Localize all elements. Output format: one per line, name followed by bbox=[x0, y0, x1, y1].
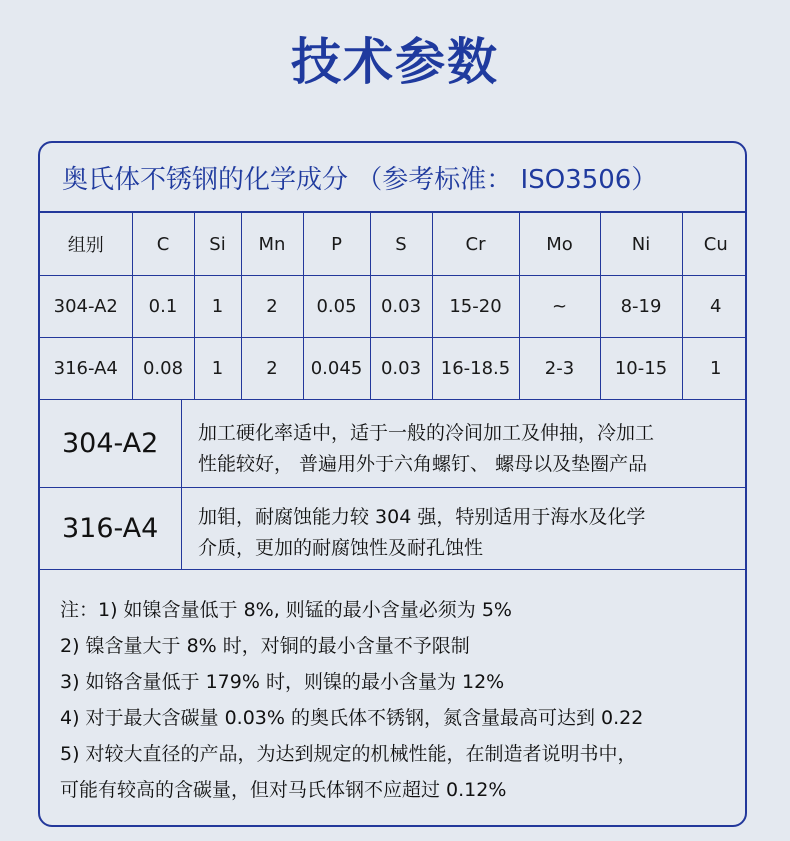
grade-row-304 bbox=[40, 400, 745, 488]
page-title: 技术参数 bbox=[291, 33, 499, 91]
table-cell: 2 bbox=[241, 276, 303, 338]
note-line: 可能有较高的含碳量，但对马氏体钢不应超过 0.12% bbox=[60, 779, 507, 801]
column-header: Si bbox=[194, 213, 241, 276]
grade-description bbox=[182, 400, 745, 487]
table-cell: 2-3 bbox=[519, 338, 600, 400]
note-line: 2) 镍含量大于 8% 时，对铜的最小含量不予限制 bbox=[60, 635, 470, 657]
table-cell: 2 bbox=[241, 338, 303, 400]
column-header: Mo bbox=[519, 213, 600, 276]
table-cell: 4 bbox=[682, 276, 747, 338]
notes bbox=[40, 570, 745, 808]
table-cell: 10-15 bbox=[600, 338, 682, 400]
card-header: 奥氏体不锈钢的化学成分 （参考标准： ISO3506） bbox=[40, 143, 745, 213]
note-line: 3) 如铬含量低于 179% 时，则镍的最小含量为 12% bbox=[60, 671, 505, 693]
composition-table bbox=[40, 213, 747, 400]
table-cell: 16-18.5 bbox=[432, 338, 519, 400]
column-header: C bbox=[132, 213, 194, 276]
table-cell: 0.08 bbox=[132, 338, 194, 400]
note-line: 注：1) 如镍含量低于 8%, 则锰的最小含量必须为 5% bbox=[60, 599, 512, 621]
table-row bbox=[40, 338, 747, 400]
column-header: Cr bbox=[432, 213, 519, 276]
table-cell: 8-19 bbox=[600, 276, 682, 338]
table-cell: 15-20 bbox=[432, 276, 519, 338]
composition-card bbox=[38, 141, 747, 827]
note-line: 4) 对于最大含碳量 0.03% 的奥氏体不锈钢，氮含量最高可达到 0.22 bbox=[60, 707, 644, 729]
table-cell: 1 bbox=[682, 338, 747, 400]
table-cell: 1 bbox=[194, 338, 241, 400]
column-header: S bbox=[370, 213, 432, 276]
grade-description-line: 加工硬化率适中，适于一般的冷间加工及伸抽，冷加工 bbox=[198, 422, 655, 444]
table-cell: 0.05 bbox=[303, 276, 370, 338]
table-cell: 1 bbox=[194, 276, 241, 338]
grade-description-line: 性能较好， 普遍用外于六角螺钉、 螺母以及垫圈产品 bbox=[198, 453, 648, 475]
column-header: 组别 bbox=[40, 213, 132, 276]
table-cell: 316-A4 bbox=[40, 338, 132, 400]
grade-description-line: 介质，更加的耐腐蚀性及耐孔蚀性 bbox=[198, 537, 484, 559]
note-line: 5) 对较大直径的产品，为达到规定的机械性能，在制造者说明书中， bbox=[60, 743, 637, 765]
table-row bbox=[40, 276, 747, 338]
grade-name: 316-A4 bbox=[40, 488, 182, 569]
grade-description-line: 加钼，耐腐蚀能力较 304 强，特别适用于海水及化学 bbox=[198, 506, 646, 528]
table-cell: 0.03 bbox=[370, 338, 432, 400]
grade-description bbox=[182, 488, 745, 569]
table-cell: 0.045 bbox=[303, 338, 370, 400]
column-header: P bbox=[303, 213, 370, 276]
grade-name: 304-A2 bbox=[40, 400, 182, 487]
table-cell: ~ bbox=[519, 276, 600, 338]
column-header: Mn bbox=[241, 213, 303, 276]
column-header: Ni bbox=[600, 213, 682, 276]
table-cell: 0.03 bbox=[370, 276, 432, 338]
table-cell: 0.1 bbox=[132, 276, 194, 338]
column-header: Cu bbox=[682, 213, 747, 276]
table-cell: 304-A2 bbox=[40, 276, 132, 338]
grade-row-316 bbox=[40, 488, 745, 570]
table-header-row bbox=[40, 213, 747, 276]
